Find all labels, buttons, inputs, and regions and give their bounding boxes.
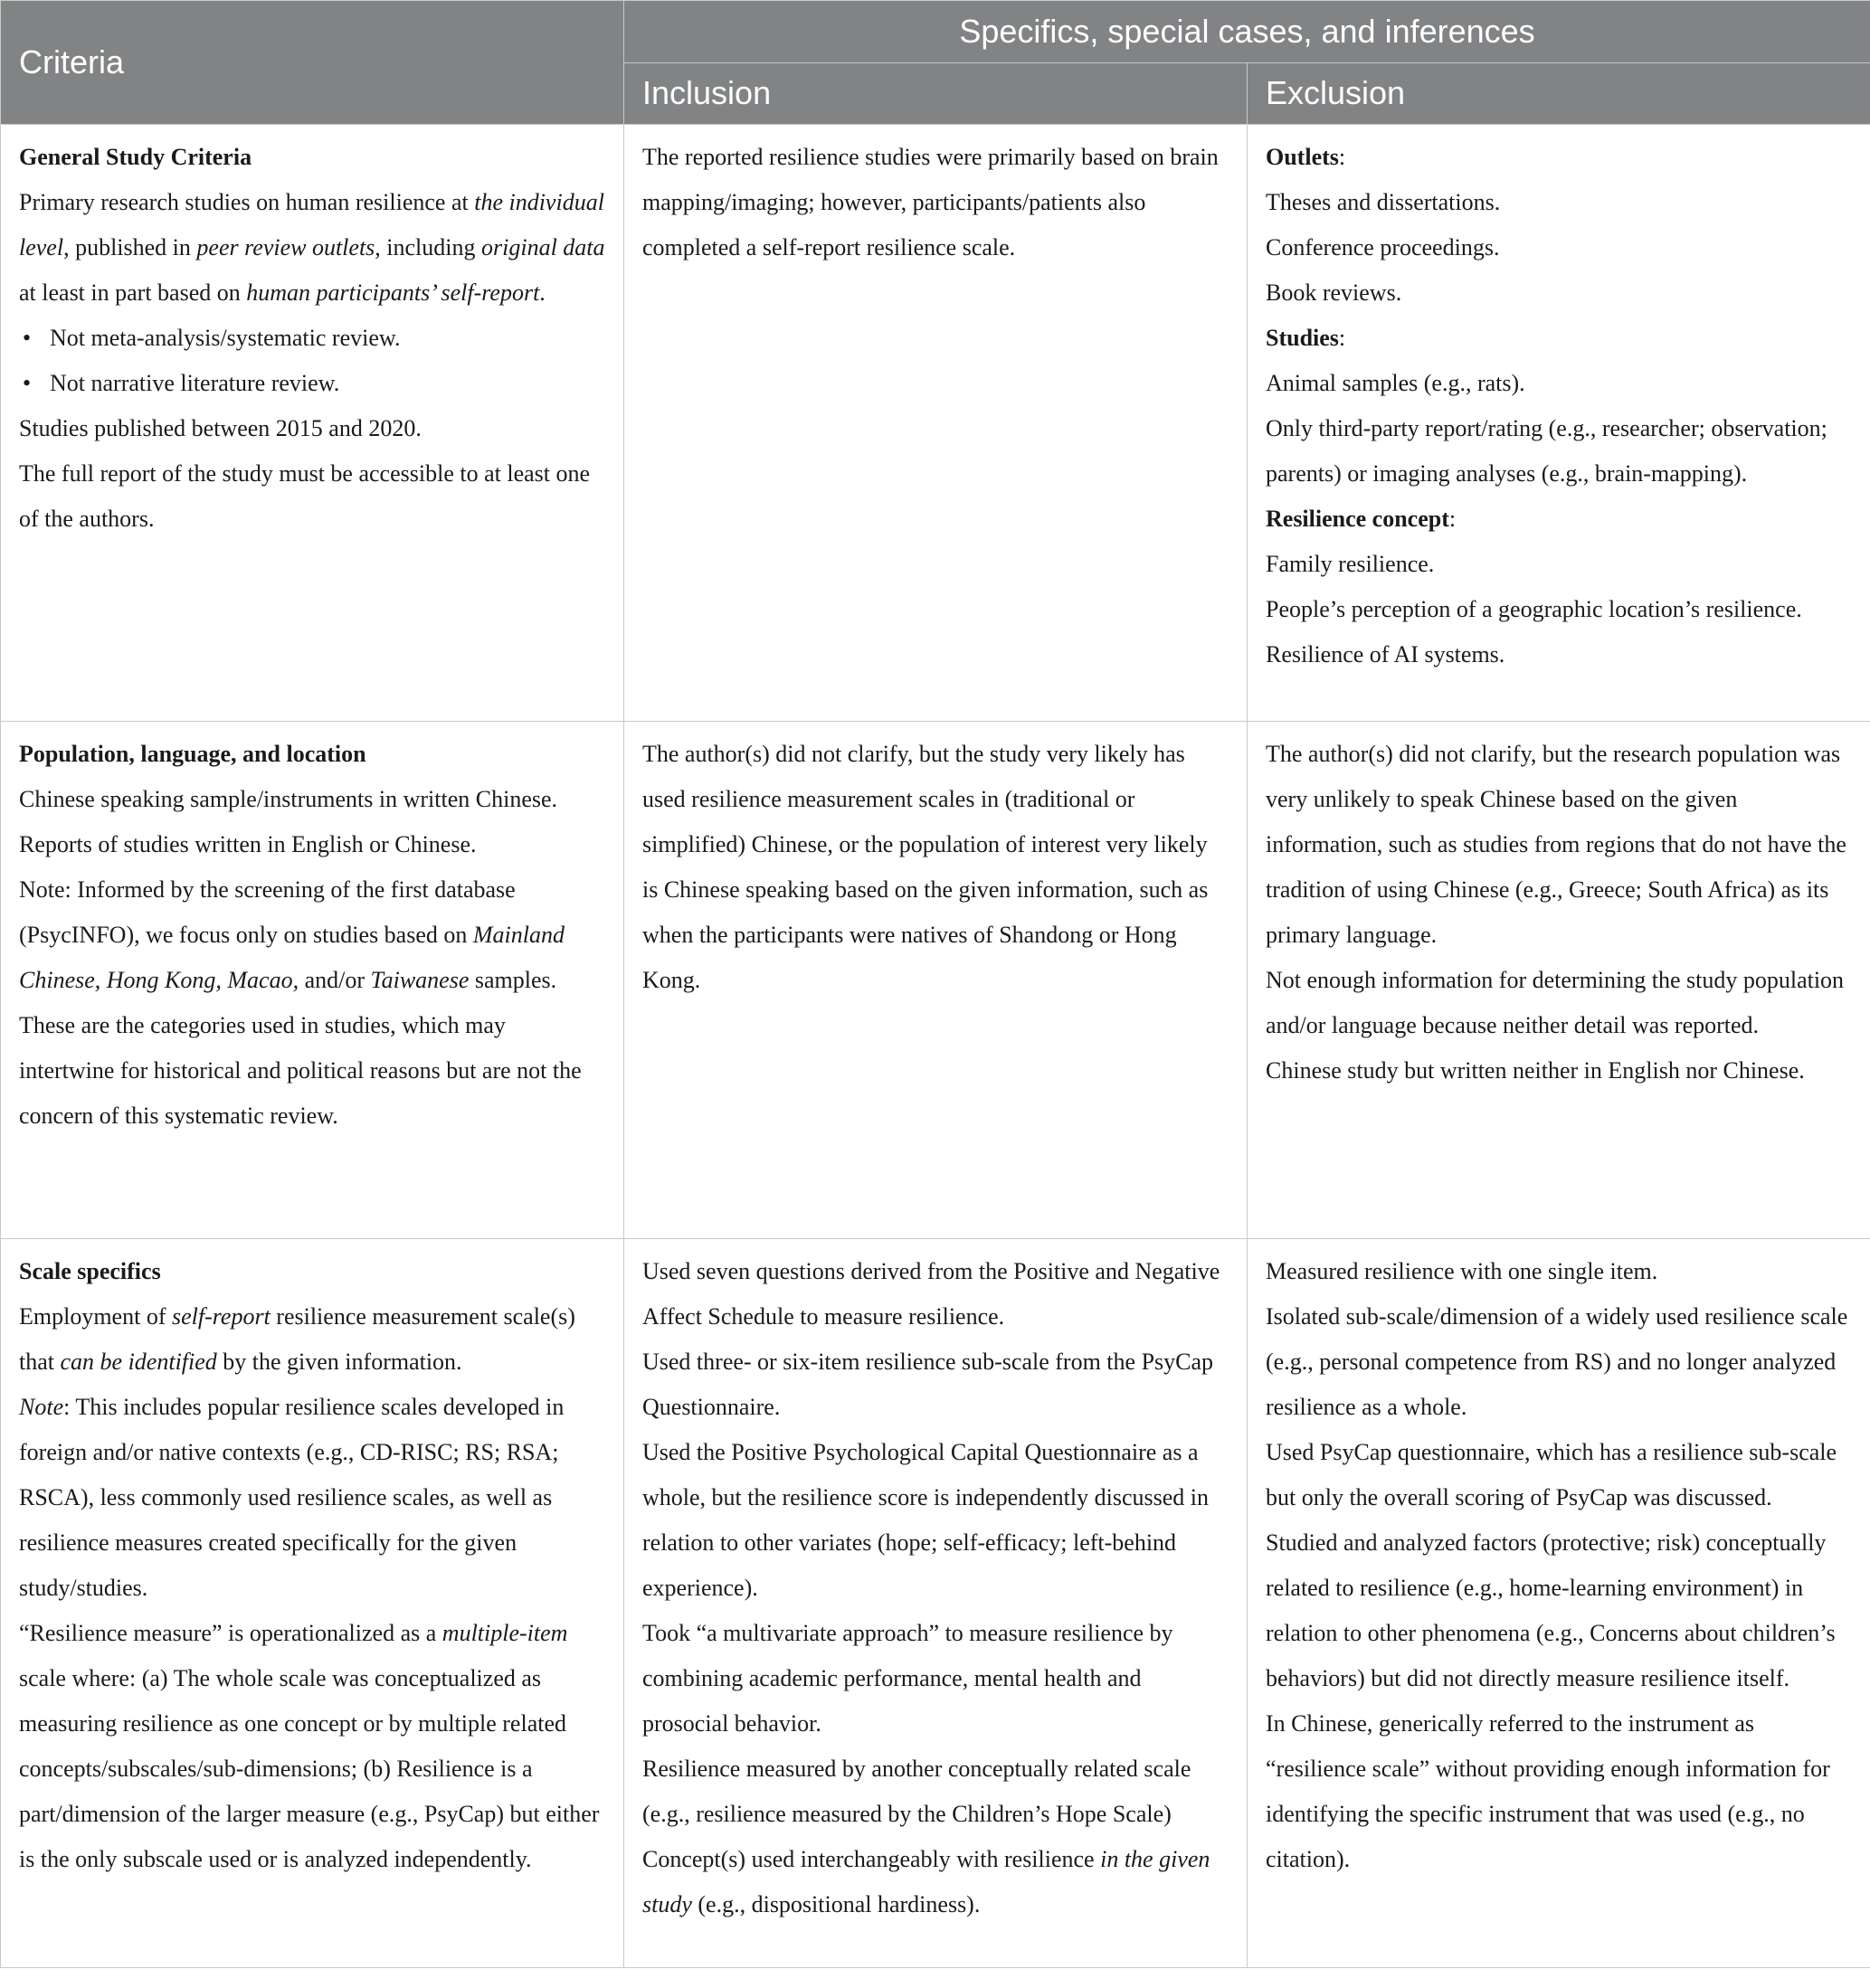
exclusion-heading: Outlets:: [1266, 144, 1346, 170]
exclusion-paragraph: In Chinese, generically referred to the instrument as “resilience scale” without providing enough information for identifying the specific instrument that was used (e.g., no citation).: [1266, 1710, 1830, 1872]
criteria-cell: [1, 1239, 624, 1968]
text-segment: “Resilience measure” is operationalized as a: [19, 1620, 442, 1646]
exclusion-cell: [1248, 722, 1870, 1239]
inclusion-paragraph: The author(s) did not clarify, but the study very likely has used resilience measurement scales in (traditional or simplified) Chinese, or the population of interest very likely is Chinese speaking based on the given information, such as when the participants were natives of Shandong or Hong Kong.: [642, 741, 1209, 993]
italic-text: original data: [481, 234, 605, 260]
exclusion-paragraph: Isolated sub-scale/dimension of a widely used resilience scale (e.g., personal competence from RS) and no longer analyzed resilience as a whole.: [1266, 1303, 1848, 1420]
text-segment: resilience measurement scale(s) that: [19, 1303, 575, 1375]
inclusion-cell: [624, 125, 1248, 722]
exclusion-heading: Resilience concept:: [1266, 506, 1457, 532]
inclusion-paragraph: Used three- or six-item resilience sub-scale from the PsyCap Questionnaire.: [642, 1349, 1214, 1420]
bold-text: Resilience concept: [1266, 506, 1449, 532]
italic-text: Note: [19, 1394, 64, 1420]
italic-text: peer review outlets: [196, 234, 375, 260]
bullet-item: • Not narrative literature review.: [19, 361, 605, 406]
criteria-cell: [1, 722, 624, 1239]
text-segment: at least in part based on: [19, 279, 247, 306]
criteria-paragraph: Chinese speaking sample/instruments in written Chinese.: [19, 786, 558, 812]
text-segment: Primary research studies on human resilience at: [19, 189, 475, 215]
exclusion-cell: [1248, 125, 1870, 722]
exclusion-item: Animal samples (e.g., rats).: [1266, 370, 1525, 396]
inclusion-paragraph: [642, 1837, 1229, 1927]
header-specifics: Specifics, special cases, and inferences: [624, 1, 1870, 63]
italic-text: the individual level: [19, 189, 604, 260]
italic-text: can be identified: [60, 1349, 217, 1375]
exclusion-item: Resilience of AI systems.: [1266, 641, 1505, 667]
text-segment: : This includes popular resilience scales developed in foreign and/or native contexts (e.g., CD-RISC; RS; RSA; RSCA), less commonly used resilience scales, as well as resilience measures created specifically for the given study/studies.: [19, 1394, 565, 1601]
bold-text: Outlets: [1266, 144, 1339, 170]
italic-text: in the given study: [642, 1846, 1210, 1917]
exclusion-paragraph: Measured resilience with one single item.: [1266, 1258, 1658, 1284]
row-title: Scale specifics: [19, 1258, 161, 1284]
exclusion-paragraph: Chinese study but written neither in English nor Chinese.: [1266, 1057, 1805, 1084]
criteria-paragraph: [19, 1385, 605, 1611]
text-segment: by the given information.: [216, 1349, 462, 1375]
text-segment: and/or: [299, 967, 371, 993]
exclusion-paragraph: The author(s) did not clarify, but the research population was very unlikely to speak Chinese based on the given information, such as studies from regions that do not have the tradition of using Chinese (e.g., Greece; South Africa) as its primary language.: [1266, 741, 1846, 948]
header-exclusion: Exclusion: [1248, 62, 1870, 125]
header-criteria: Criteria: [1, 1, 624, 125]
italic-text: Mainland Chinese, Hong Kong, Macao,: [19, 922, 565, 993]
text-segment: Concept(s) used interchangeably with resilience: [642, 1846, 1101, 1872]
criteria-paragraph: Studies published between 2015 and 2020.: [19, 415, 422, 441]
bold-text: Studies: [1266, 325, 1339, 351]
exclusion-item: People’s perception of a geographic location’s resilience.: [1266, 596, 1802, 622]
text-segment: , including: [375, 234, 482, 260]
exclusion-paragraph: Used PsyCap questionnaire, which has a resilience sub-scale but only the overall scoring of PsyCap was discussed.: [1266, 1439, 1837, 1510]
text-segment: .: [539, 279, 546, 306]
inclusion-paragraph: Used seven questions derived from the Positive and Negative Affect Schedule to measure resilience.: [642, 1258, 1220, 1330]
row-title: Population, language, and location: [19, 741, 366, 767]
criteria-paragraph: The full report of the study must be accessible to at least one of the authors.: [19, 460, 591, 532]
inclusion-cell: [624, 1239, 1248, 1968]
criteria-paragraph: Reports of studies written in English or Chinese.: [19, 831, 477, 857]
inclusion-paragraph: Took “a multivariate approach” to measure resilience by combining academic performance, mental health and prosocial behavior.: [642, 1620, 1173, 1737]
criteria-paragraph: [19, 867, 605, 1139]
criteria-paragraph: [19, 1294, 605, 1385]
table-row: [1, 722, 1870, 1239]
header-inclusion: Inclusion: [624, 62, 1248, 125]
exclusion-item: Book reviews.: [1266, 279, 1402, 306]
italic-text: Taiwanese: [370, 967, 470, 993]
row-title: General Study Criteria: [19, 144, 252, 170]
italic-text: self-report: [171, 1303, 271, 1330]
criteria-cell: [1, 125, 624, 722]
inclusion-paragraph: The reported resilience studies were primarily based on brain mapping/imaging; however, participants/patients also completed a self-report resilience scale.: [642, 144, 1219, 260]
text-segment: scale where: (a) The whole scale was conceptualized as measuring resilience as one concept or by multiple related concepts/subscales/sub-dimensions; (b) Resilience is a part/dimension of the larger measure (e.g., PsyCap) but either is the only subscale used or is analyzed independently.: [19, 1665, 600, 1872]
exclusion-heading: Studies:: [1266, 325, 1346, 351]
table-row: [1, 125, 1870, 722]
criteria-paragraph: [19, 1611, 605, 1882]
criteria-paragraph: [19, 180, 605, 316]
inclusion-paragraph: Resilience measured by another conceptually related scale (e.g., resilience measured by the Children’s Hope Scale): [642, 1756, 1191, 1827]
italic-text: human participants’ self-report: [246, 279, 540, 306]
text-segment: (e.g., dispositional hardiness).: [691, 1891, 981, 1917]
table-header: [1, 1, 1870, 125]
text-segment: samples. These are the categories used in studies, which may intertwine for historical and political reasons but are not the concern of this systematic review.: [19, 967, 582, 1129]
italic-text: multiple-item: [441, 1620, 568, 1646]
text-segment: Note: Informed by the screening of the first database (PsycINFO), we focus only on studies based on: [19, 876, 516, 948]
table-row: [1, 1239, 1870, 1968]
bullet-item: • Not meta-analysis/systematic review.: [19, 316, 605, 361]
exclusion-item: Theses and dissertations.: [1266, 189, 1501, 215]
exclusion-item: Family resilience.: [1266, 551, 1435, 577]
inclusion-cell: [624, 722, 1248, 1239]
exclusion-cell: [1248, 1239, 1870, 1968]
text-segment: , published in: [63, 234, 197, 260]
inclusion-paragraph: Used the Positive Psychological Capital Questionnaire as a whole, but the resilience score is independently discussed in relation to other variates (hope; self-efficacy; left-behind experience).: [642, 1439, 1210, 1601]
exclusion-paragraph: Not enough information for determining the study population and/or language because neither detail was reported.: [1266, 967, 1845, 1038]
exclusion-item: Only third-party report/rating (e.g., researcher; observation; parents) or imaging analyses (e.g., brain-mapping).: [1266, 415, 1827, 487]
text-segment: Employment of: [19, 1303, 172, 1330]
exclusion-item: Conference proceedings.: [1266, 234, 1500, 260]
exclusion-paragraph: Studied and analyzed factors (protective; risk) conceptually related to resilience (e.g., home-learning environment) in relation to other phenomena (e.g., Concerns about children’s behaviors) but did not directly measure resilience itself.: [1266, 1529, 1836, 1691]
